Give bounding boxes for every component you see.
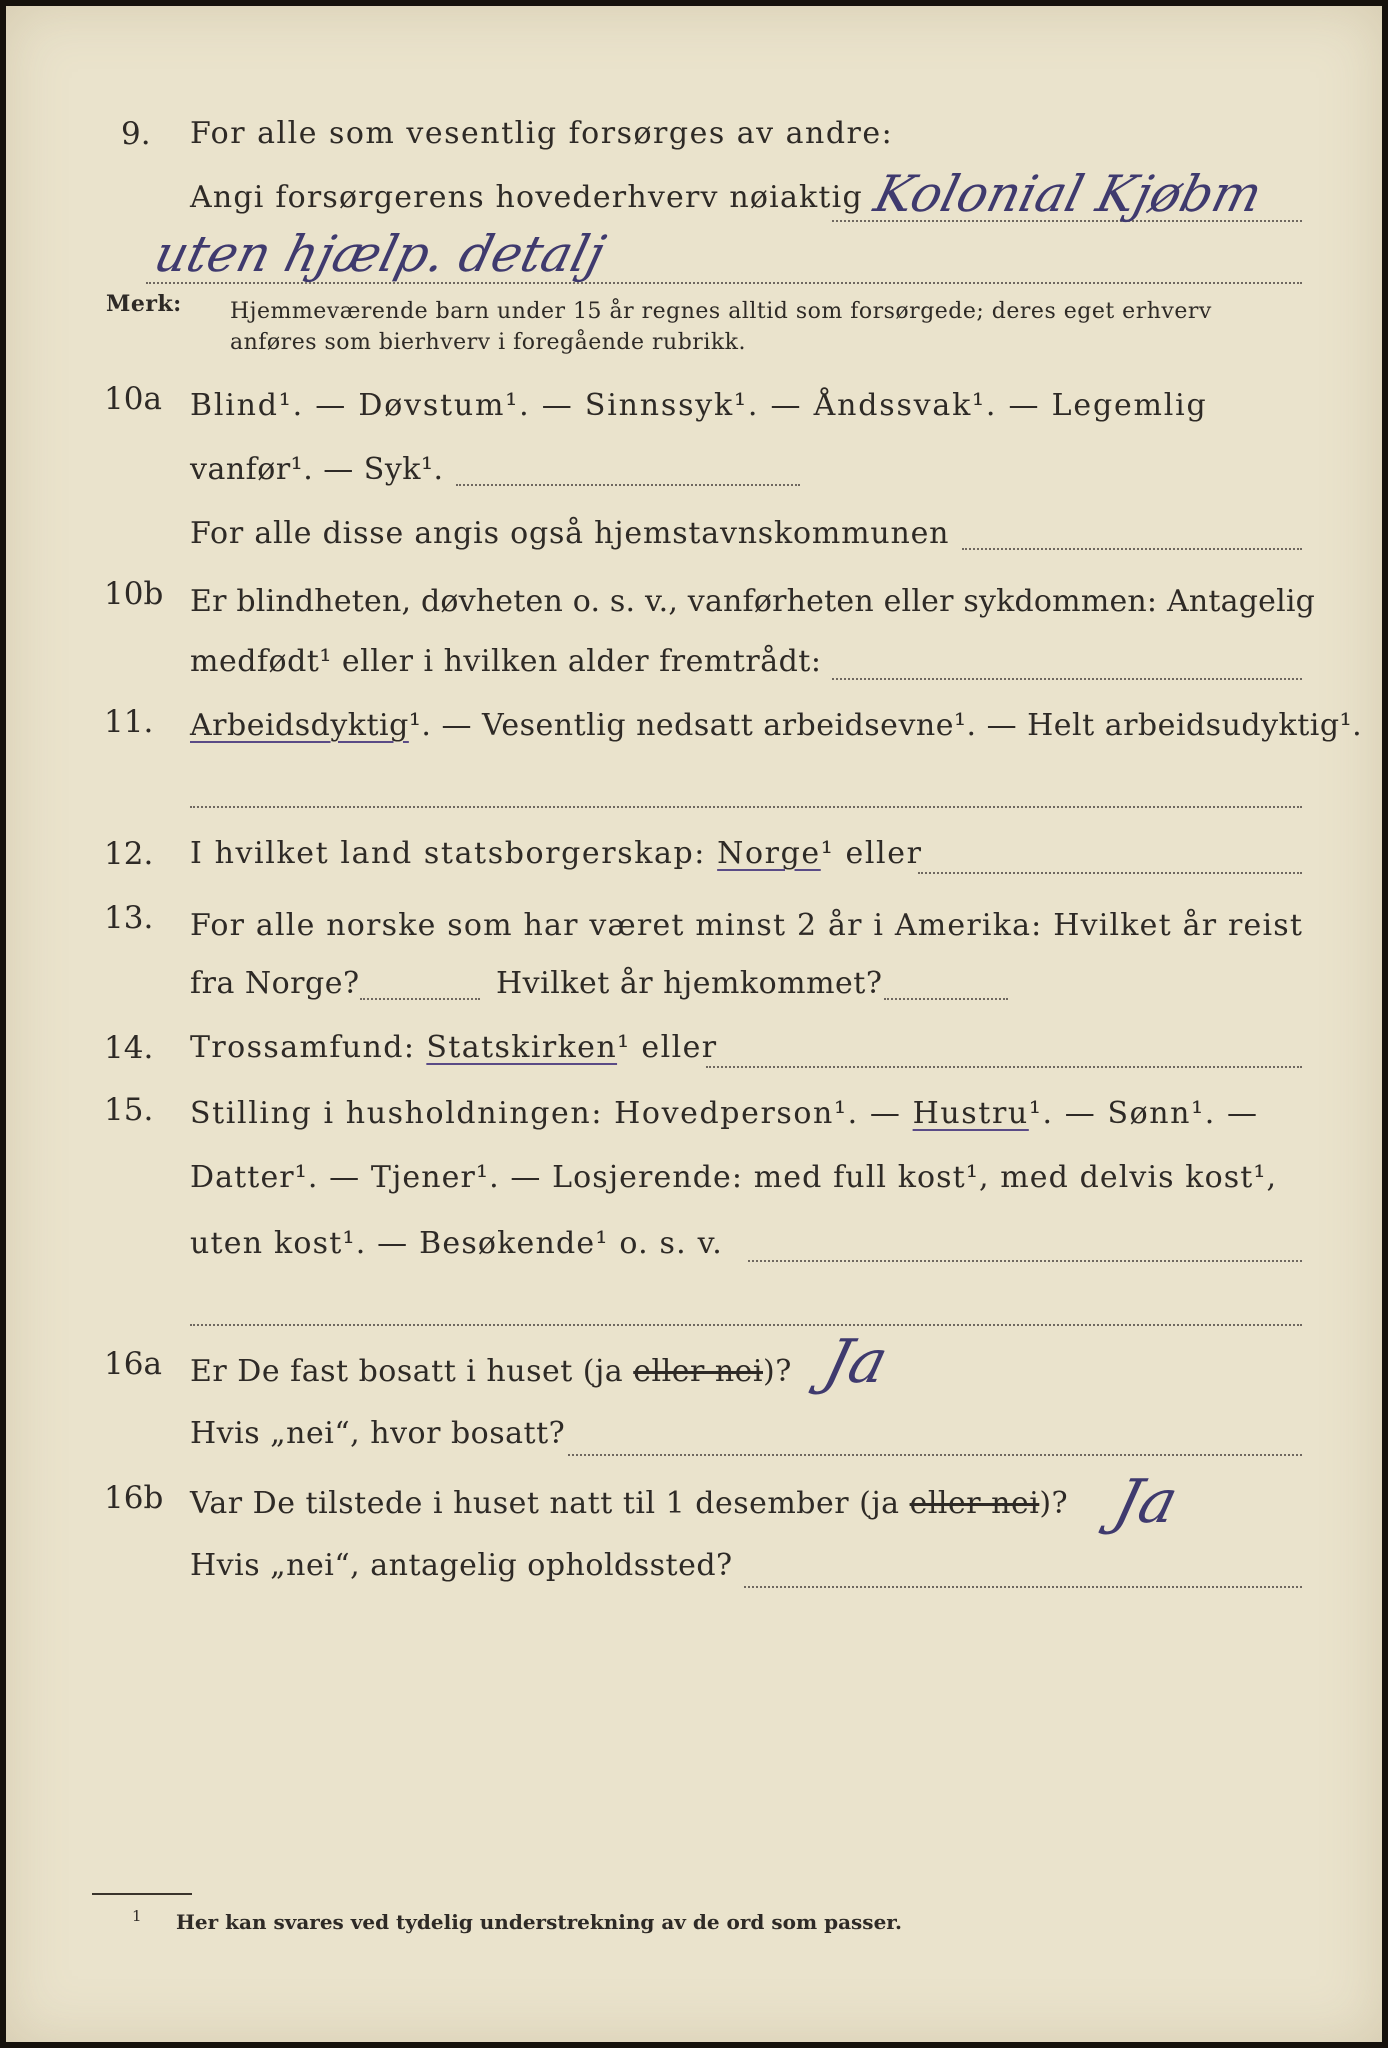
q16a-line2: Hvis „nei“, hvor bosatt? [190,1416,566,1451]
q13-answer-line2 [884,998,1008,1000]
q10a-answer-line2 [962,548,1302,550]
q14-answer-line [706,1066,1302,1068]
q16a-struck-option: eller nei [633,1354,763,1389]
q10b-number: 10b [104,576,164,612]
q14-text-after: ¹ eller [617,1030,718,1065]
q16b-answer-line [744,1586,1302,1588]
q9-handwritten-answer1: Kolonial Kjøbm [868,165,1268,223]
q13-line2b: Hvilket år hjemkommet? [496,966,883,1001]
q11-rest: ¹. — Vesentlig nedsatt arbeidsevne¹. — Helt arbeidsudyktig¹. [408,708,1363,743]
merk-line2: anføres som bierhverv i foregående rubrikk. [230,330,747,355]
q11-underlined-answer: Arbeidsdyktig [190,708,409,743]
q12-text-after: ¹ eller [820,836,923,871]
footnote-rule [92,1893,192,1895]
q16a-number: 16a [104,1346,162,1382]
q14-text [190,1030,717,1066]
q15-line2: Datter¹. — Tjener¹. — Losjerende: med full kost¹, med delvis kost¹, [190,1160,1278,1195]
q12-text [190,836,923,872]
q16a-line1-before: Er De fast bosatt i huset (ja [190,1354,624,1389]
merk-label: Merk: [106,291,182,317]
q11-text [190,708,1362,744]
q15-underlined-answer: Hustru [912,1096,1029,1131]
q16b-line1-after: )? [1039,1486,1069,1521]
q10a-line3: For alle disse angis også hjemstavnskommunen [190,516,950,551]
census-form-page [6,6,1382,2042]
q15-answer-line2 [190,1324,1302,1326]
q16a-line1-after: )? [763,1354,792,1389]
q15-line1 [190,1096,1259,1132]
q10a-line1: Blind¹. — Døvstum¹. — Sinnssyk¹. — Åndssvak¹. — Legemlig [190,388,1208,423]
q11-answer-line [190,806,1302,808]
q14-number: 14. [104,1030,154,1066]
q11-number: 11. [104,704,154,740]
q13-number: 13. [104,900,154,936]
q12-text-before: I hvilket land statsborgerskap: [190,836,706,871]
q12-answer-line [918,872,1302,874]
q14-underlined-answer: Statskirken [426,1030,618,1065]
merk-line1: Hjemmeværende barn under 15 år regnes alltid som forsørgede; deres eget erhverv [230,299,1212,324]
q9-line1: For alle som vesentlig forsørges av andre: [190,116,894,151]
q15-line1-before: Stilling i husholdningen: Hovedperson¹. — [190,1096,902,1131]
q16a-line1 [190,1354,792,1390]
footnote-text: Her kan svares ved tydelig understrekning av de ord som passer. [176,1910,902,1934]
q9-number: 9. [121,116,151,152]
q15-line1-after: ¹. — Sønn¹. — [1028,1096,1259,1131]
q10b-line2: medfødt¹ eller i hvilken alder fremtrådt: [190,644,822,679]
q16b-number: 16b [104,1480,164,1516]
q15-line3: uten kost¹. — Besøkende¹ o. s. v. [190,1226,723,1261]
q13-line1: For alle norske som har været minst 2 år i Amerika: Hvilket år reist [190,908,1304,943]
q16a-handwritten-answer: Ja [817,1327,895,1397]
q10a-line2: vanfør¹. — Syk¹. [190,452,444,487]
q12-underlined-answer: Norge [717,836,821,871]
q10a-number: 10a [104,381,162,417]
q10b-line1: Er blindheten, døvheten o. s. v., vanførheten eller sykdommen: Antagelig [190,584,1316,619]
q12-number: 12. [104,836,154,872]
q10a-answer-line1 [456,484,800,486]
q16a-answer-line [568,1454,1302,1456]
q15-answer-line1 [748,1260,1302,1262]
q10b-answer-line [832,678,1302,680]
q16b-line1 [190,1486,1068,1522]
q16b-struck-option: eller nei [909,1486,1040,1521]
q14-text-before: Trossamfund: [190,1030,416,1065]
q15-number: 15. [104,1092,154,1128]
q13-answer-line1 [360,998,480,1000]
q16b-line2: Hvis „nei“, antagelig opholdssted? [190,1548,733,1583]
q16b-line1-before: Var De tilstede i huset natt til 1 desember (ja [190,1486,900,1521]
q13-line2a: fra Norge? [190,966,360,1001]
q9-line2: Angi forsørgerens hovederhverv nøiaktig [190,180,863,215]
q16b-handwritten-answer: Ja [1107,1467,1185,1537]
footnote-mark: 1 [132,1907,142,1925]
q9-handwritten-answer2: uten hjælp. detalj [148,225,611,283]
